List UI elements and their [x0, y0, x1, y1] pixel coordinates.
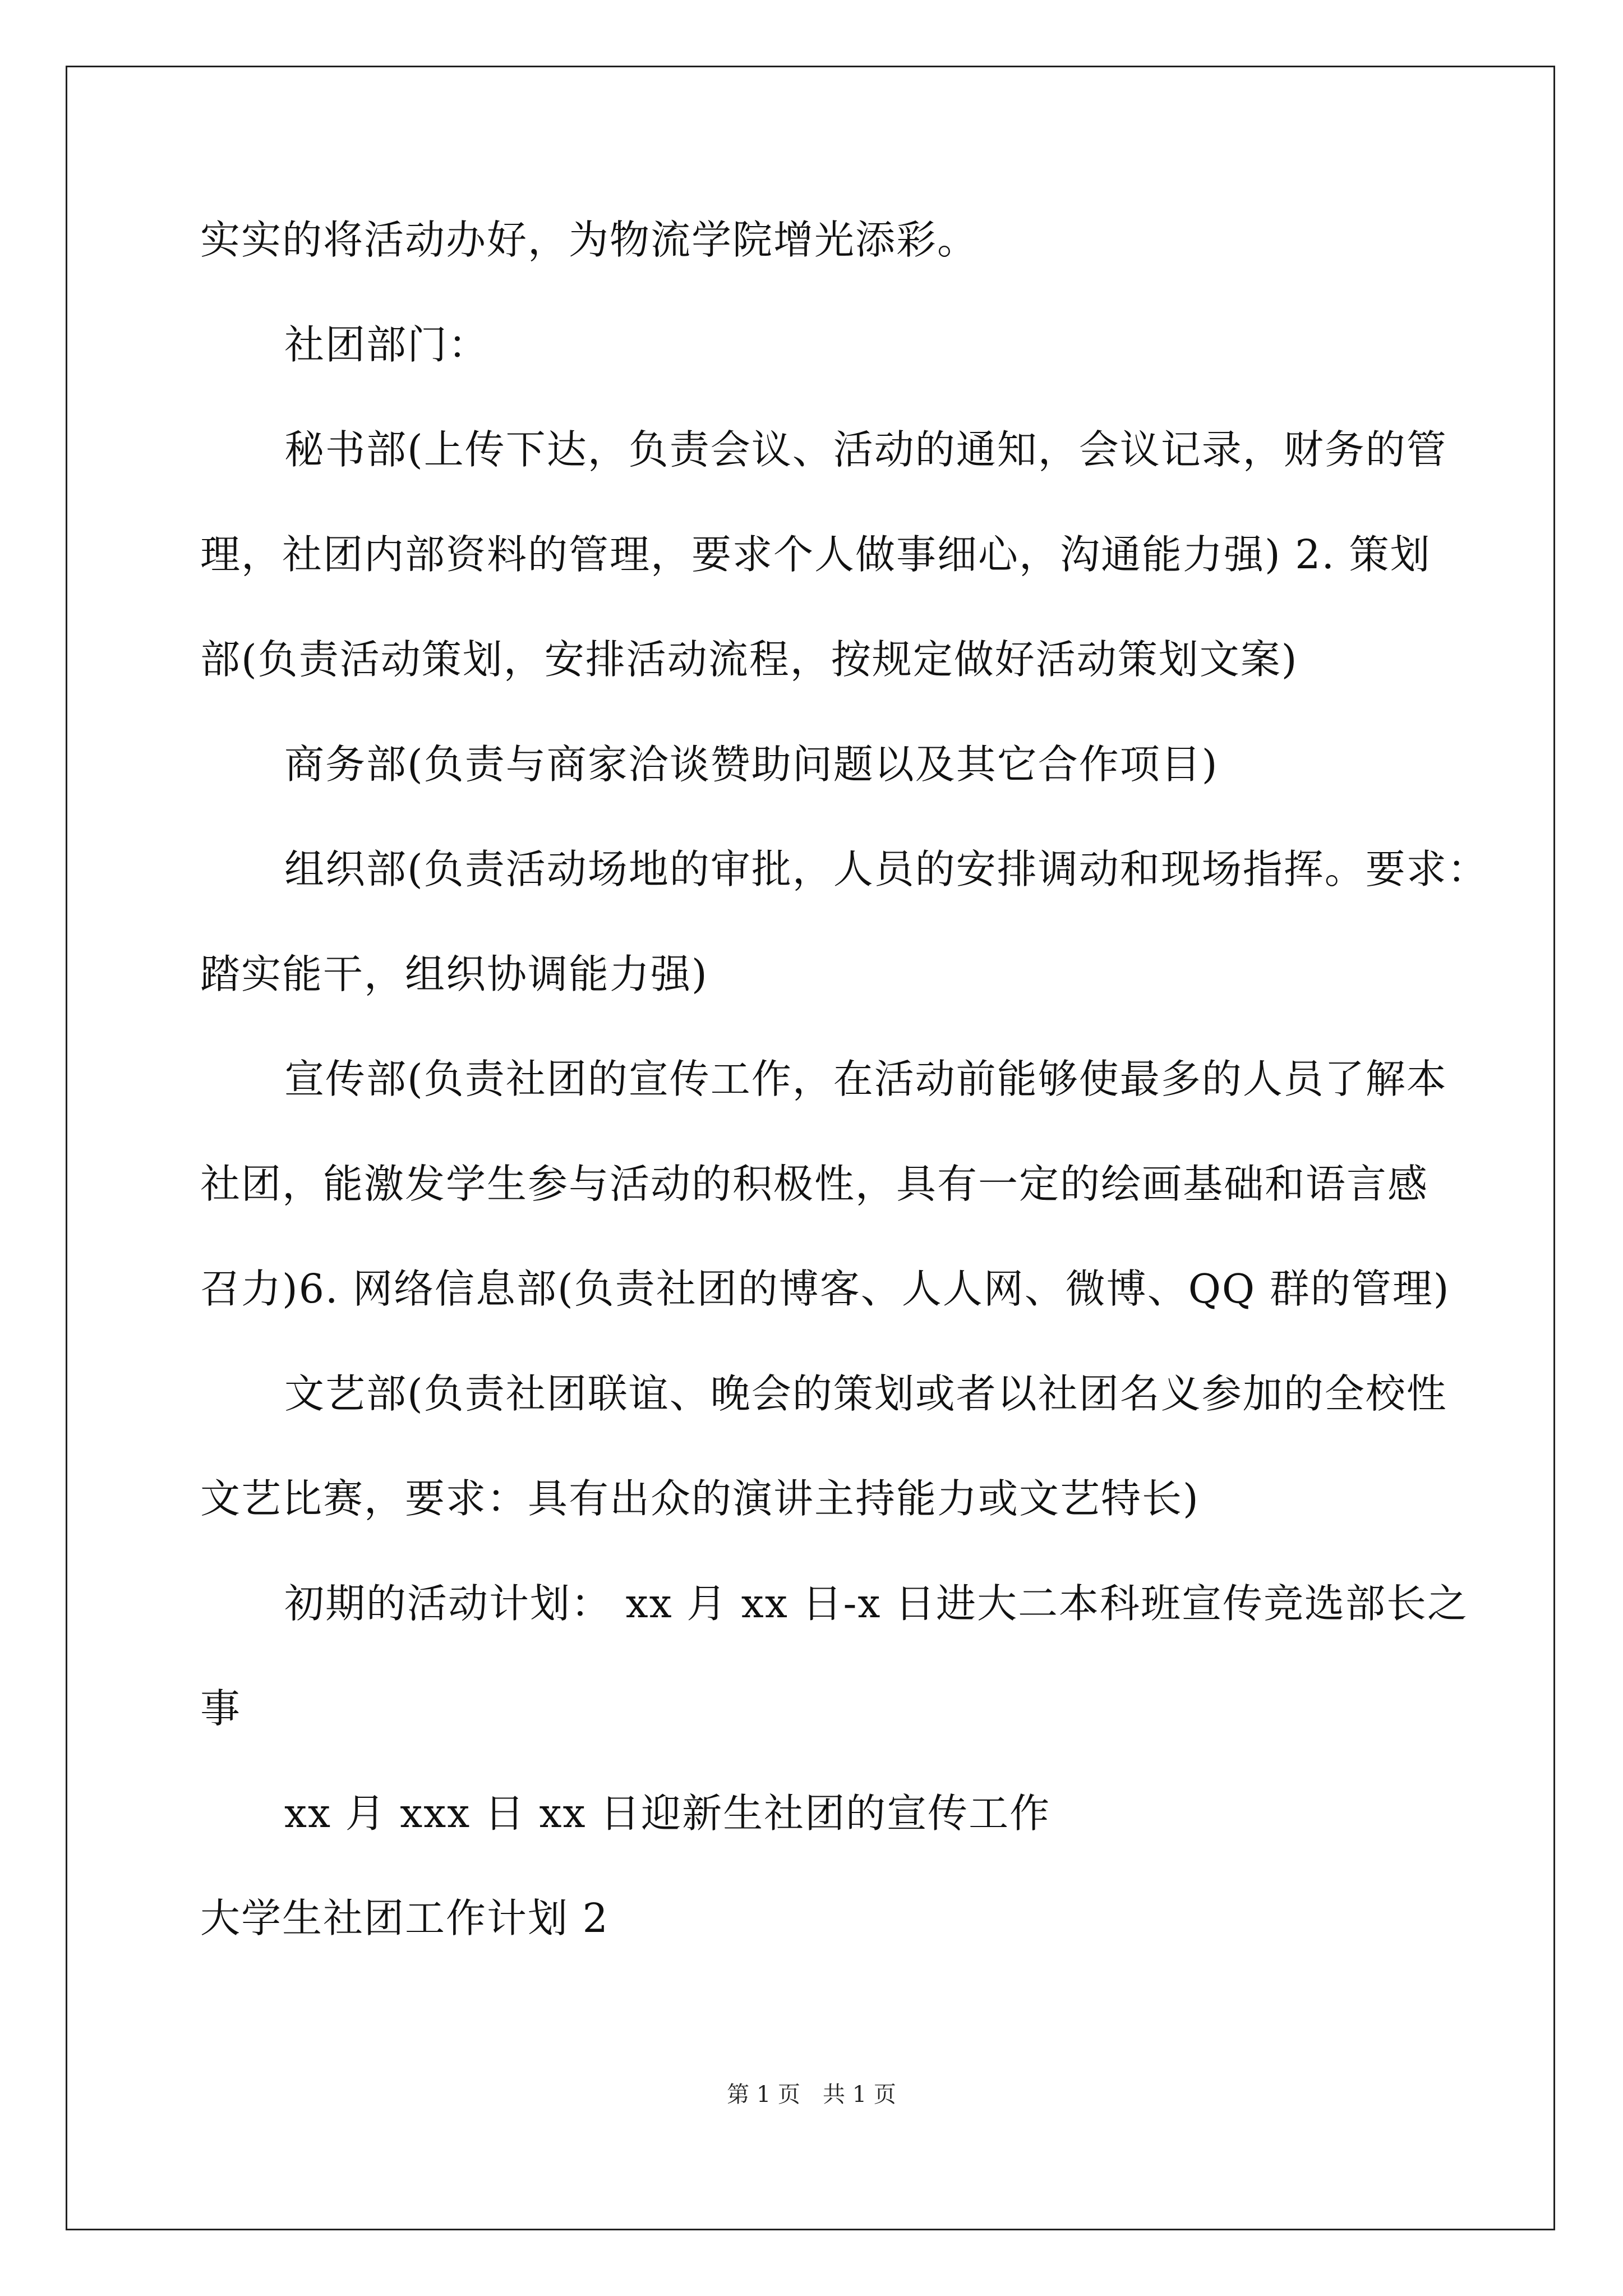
page-number-footer: 第 1 页 共 1 页: [727, 2082, 896, 2108]
text-line: xx 月 xxx 日 xx 日迎新生社团的宣传工作: [284, 1790, 1051, 1837]
text-line: 踏实能干，组织协调能力强): [200, 951, 708, 997]
text-line: 文艺比赛，要求：具有出众的演讲主持能力或文艺特长): [200, 1475, 1200, 1522]
text-line: 事: [200, 1685, 242, 1732]
text-line: 实实的将活动办好，为物流学院增光添彩。: [200, 217, 979, 263]
text-line: 社团，能激发学生参与活动的积极性，具有一定的绘画基础和语言感: [200, 1161, 1429, 1207]
text-line: 部(负责活动策划，安排活动流程，按规定做好活动策划文案): [200, 636, 1298, 683]
text-line: 宣传部(负责社团的宣传工作，在活动前能够使最多的人员了解本: [284, 1056, 1447, 1102]
text-line: 秘书部(上传下达，负责会议、活动的通知，会议记录，财务的管: [284, 426, 1447, 473]
text-line: 商务部(负责与商家洽谈赞助问题以及其它合作项目): [284, 741, 1219, 788]
text-line: 理，社团内部资料的管理，要求个人做事细心，沟通能力强) 2. 策划: [200, 531, 1431, 578]
text-line: 召力)6. 网络信息部(负责社团的博客、人人网、微博、QQ 群的管理): [200, 1266, 1450, 1312]
document-title: 大学生社团工作计划 2: [200, 1895, 609, 1941]
text-line: 文艺部(负责社团联谊、晚会的策划或者以社团名义参加的全校性: [284, 1370, 1447, 1417]
text-line: 组织部(负责活动场地的审批，人员的安排调动和现场指挥。要求：: [284, 846, 1488, 892]
text-line: 初期的活动计划： xx 月 xx 日-x 日进大二本科班宣传竞选部长之: [284, 1580, 1469, 1627]
section-heading: 社团部门：: [284, 321, 490, 368]
